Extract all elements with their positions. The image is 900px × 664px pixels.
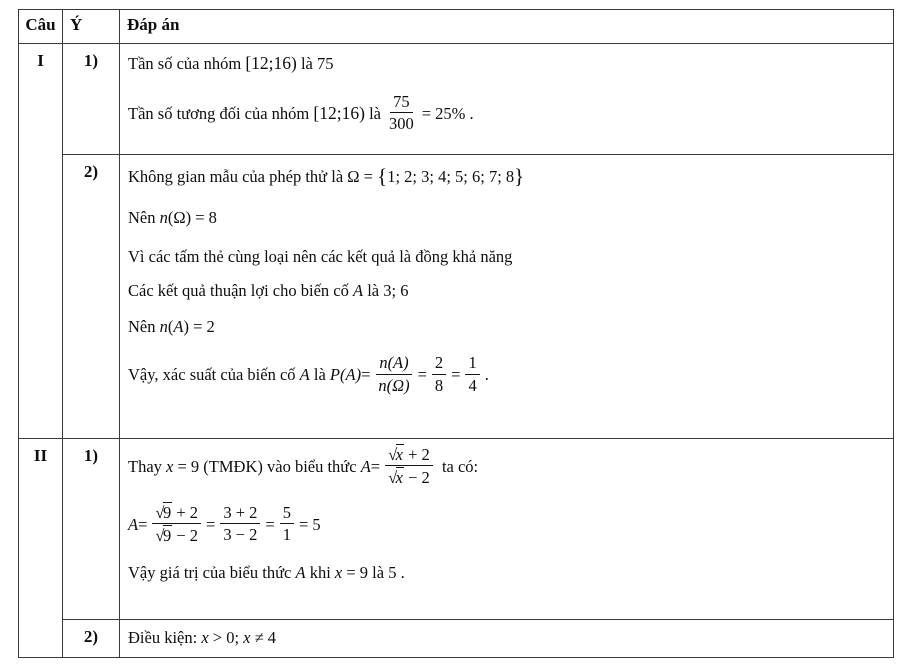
math-equals: = (370, 456, 381, 476)
math-run: ) = 2 (183, 317, 215, 337)
fraction-numerator: 2 (432, 353, 446, 374)
math-run: − 2 (404, 468, 430, 488)
math-interval: [12;16) (313, 102, 365, 123)
text-run: là (296, 54, 318, 73)
answer-cell-I-1 (120, 44, 894, 155)
sqrt-radicand: 9 (162, 502, 172, 522)
sqrt-icon: √ (155, 526, 163, 546)
question-label-I: I (37, 51, 44, 70)
part-label-II-1: 1) (83, 446, 99, 465)
text-run: là (309, 364, 330, 384)
text-run: Nên (128, 207, 160, 227)
answer-line (128, 316, 883, 339)
part-label-I-1: 1) (83, 51, 99, 70)
fraction (432, 353, 446, 395)
answer-table (18, 9, 894, 658)
part-label-II-2: 2) (83, 627, 99, 646)
answer-line (128, 562, 883, 585)
text-run: khi (305, 562, 335, 582)
math-equals: = (417, 364, 427, 384)
math-run: = 9 (342, 562, 369, 582)
answer-line (128, 162, 883, 191)
math-var-A: A (128, 514, 139, 534)
header-cell-y (63, 10, 120, 44)
math-var-A: A (295, 562, 306, 582)
fraction-numerator: 5 (280, 503, 294, 524)
text-run: Vậy giá trị của biểu thức (128, 562, 296, 582)
sqrt-icon: √ (388, 468, 396, 488)
math-run: − 2 (172, 526, 199, 546)
math-run: + 2 (404, 445, 430, 464)
math-var-x: x (243, 628, 251, 647)
math-result: = 5 (298, 514, 321, 534)
answer-line (128, 504, 883, 548)
math-run: (Ω) = 8 (167, 207, 217, 227)
fraction-numerator: 1 (465, 353, 479, 374)
math-run: ≠ 4 (250, 628, 277, 647)
sqrt-radicand: x (395, 445, 403, 464)
text-run: Nên (128, 317, 160, 337)
text-run: Điều kiện: (128, 628, 202, 647)
text-run: là (364, 103, 381, 123)
text-run: ta có: (437, 456, 479, 476)
fraction-denominator: 3 − 2 (223, 525, 258, 545)
fraction-numerator (152, 502, 201, 524)
math-P-of-A: P(A) (329, 364, 362, 384)
text-run: Không gian mẫu của phép thử là (128, 167, 348, 186)
fraction (220, 503, 260, 545)
math-var-A: A (360, 456, 371, 476)
left-brace: { (377, 164, 388, 188)
text-run: Vì các tấm thẻ cùng loại nên các kết quả là đồng khả năng (128, 246, 513, 266)
math-var-A: A (353, 280, 364, 300)
math-run: = 9 (173, 456, 204, 476)
answer-line (128, 246, 883, 269)
math-var-A: A (173, 317, 184, 337)
part-cell-II-2 (63, 620, 120, 658)
fraction (280, 503, 294, 545)
fraction (465, 353, 479, 395)
fraction (375, 353, 412, 395)
header-cell-cau (19, 10, 63, 44)
math-var-A: A (299, 364, 310, 384)
math-equals: = (265, 514, 275, 534)
math-equals: = (451, 364, 461, 384)
text-run: (TMĐK) vào biểu thức (203, 456, 361, 476)
answer-cell-II-1 (120, 439, 894, 620)
sqrt-icon: √ (155, 502, 163, 522)
fraction-denominator: n(Ω) (378, 375, 410, 395)
math-result: = 25% . (421, 103, 474, 123)
math-var-x: x (166, 456, 174, 476)
sqrt-radicand: x (395, 468, 403, 488)
answer-line (128, 51, 883, 76)
text-run: Tần số của nhóm (128, 54, 246, 73)
math-equals: = (361, 364, 371, 384)
answer-cell-I-2 (120, 155, 894, 439)
text-run: Các kết quả thuận lợi cho biến cố (128, 280, 353, 300)
fraction-numerator: 3 + 2 (220, 503, 260, 524)
part-cell-II-1 (63, 439, 120, 620)
answer-line (128, 91, 883, 136)
fraction (385, 444, 433, 488)
question-cell-II (19, 439, 63, 658)
math-run: > 0; (208, 628, 244, 647)
math-var-n: n (159, 207, 168, 227)
text-run: là 5 . (368, 562, 405, 582)
fraction-denominator: 1 (282, 525, 291, 545)
answer-line (128, 207, 883, 230)
header-label-y: Ý (70, 15, 83, 34)
math-equals: = (138, 514, 148, 534)
fraction-denominator: 8 (434, 375, 444, 395)
right-brace: } (514, 164, 525, 188)
header-label-dap-an: Đáp án (127, 15, 180, 34)
text-run: Thay (128, 456, 167, 476)
fraction-denominator (385, 466, 433, 487)
fraction-denominator: 300 (388, 114, 414, 134)
question-label-II: II (33, 446, 48, 465)
text-run: là 3; 6 (363, 280, 409, 300)
header-cell-dap-an (120, 10, 894, 44)
fraction-denominator (152, 524, 201, 545)
math-var-n: n (159, 317, 168, 337)
math-interval: [12;16) (245, 53, 297, 73)
fraction-denominator: 4 (468, 375, 477, 395)
sqrt-radicand: 9 (162, 526, 172, 546)
period: . (484, 364, 489, 384)
fraction-numerator: n(A) (376, 353, 411, 374)
sqrt-icon: √ (388, 445, 396, 464)
answer-line (128, 355, 883, 397)
answer-line (128, 280, 883, 303)
math-var-x: x (334, 562, 343, 582)
part-cell-I-2 (63, 155, 120, 439)
text-run: Vậy, xác suất của biến cố (128, 364, 300, 384)
math-run: ( (167, 317, 174, 337)
math-omega: Ω (347, 167, 360, 186)
answer-line (128, 627, 883, 650)
math-equals: = (359, 167, 378, 186)
fraction (386, 92, 417, 134)
math-value: 75 (317, 54, 334, 73)
fraction-numerator (385, 444, 433, 466)
fraction (152, 502, 201, 546)
fraction-numerator: 75 (390, 92, 413, 113)
text-run: Tần số tương đối của nhóm (128, 103, 314, 123)
part-label-I-2: 2) (83, 162, 99, 181)
math-set-items: 1; 2; 3; 4; 5; 6; 7; 8 (387, 167, 515, 186)
answer-line (128, 446, 883, 490)
math-var-x: x (201, 628, 209, 647)
math-equals: = (206, 514, 216, 534)
answer-cell-II-2 (120, 620, 894, 658)
math-run: + 2 (172, 502, 199, 522)
question-cell-I (19, 44, 63, 439)
part-cell-I-1 (63, 44, 120, 155)
header-label-cau: Câu (25, 15, 56, 34)
